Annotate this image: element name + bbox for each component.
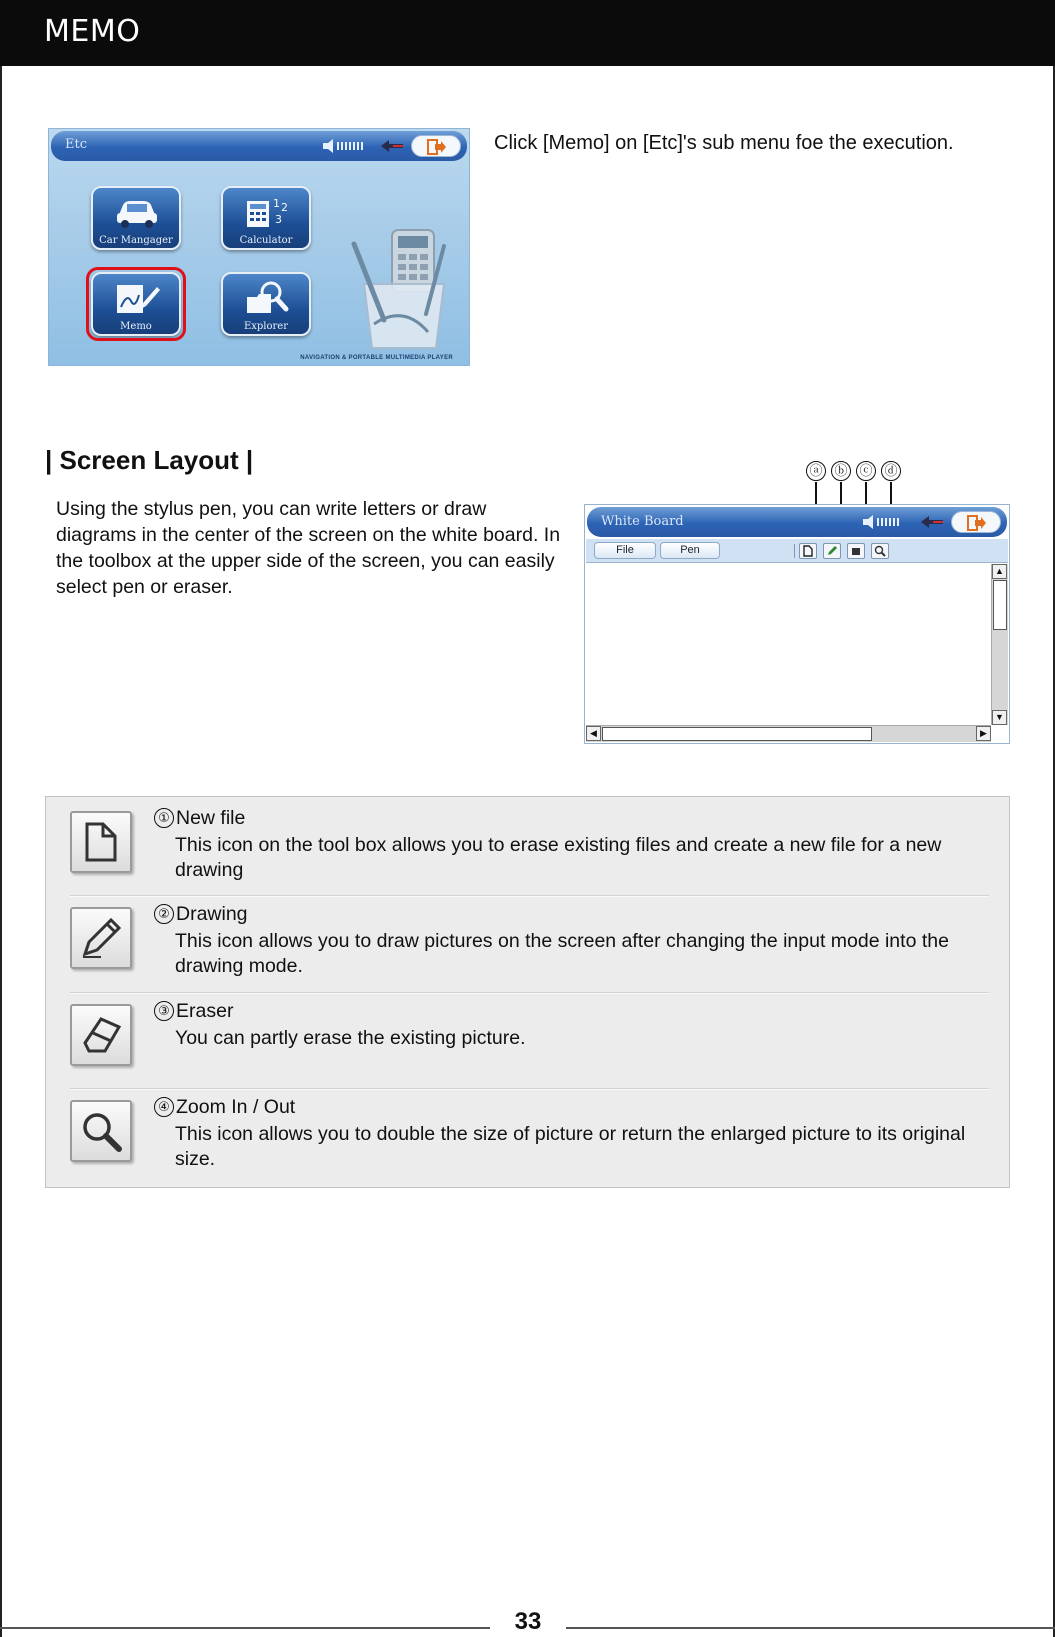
magnifier-icon xyxy=(874,545,886,557)
feature-divider xyxy=(70,895,989,897)
back-arrow-icon[interactable] xyxy=(381,140,403,152)
feature-new-file xyxy=(70,807,989,903)
feature-description: You can partly erase the existing picture. xyxy=(175,1027,526,1049)
device-footer-text: NAVIGATION & PORTABLE MULTIMEDIA PLAYER xyxy=(300,355,453,361)
feature-number: ① xyxy=(154,808,174,828)
new-file-icon xyxy=(802,545,814,557)
car-manager-app-button[interactable] xyxy=(91,186,181,250)
feature-description: This icon allows you to double the size of picture or return the enlarged picture to its original size. xyxy=(175,1123,966,1170)
feature-number: ② xyxy=(154,904,174,924)
feature-drawing xyxy=(70,903,989,999)
pencil-icon xyxy=(70,907,132,969)
header-bar xyxy=(0,0,1055,66)
horizontal-scrollbar[interactable] xyxy=(586,725,991,742)
footer-rule-left xyxy=(0,1627,490,1629)
toolbar-separator xyxy=(794,544,795,558)
feature-divider xyxy=(70,1088,989,1090)
feature-zoom xyxy=(70,1096,989,1192)
back-arrow-icon[interactable] xyxy=(921,516,943,528)
volume-icon[interactable] xyxy=(323,139,369,153)
eraser-tool-button[interactable] xyxy=(847,543,865,559)
feature-divider xyxy=(70,992,989,994)
calculator-decoration-icon xyxy=(344,224,454,352)
etc-caption: Click [Memo] on [Etc]'s sub menu foe the execution. xyxy=(494,132,954,154)
exit-button[interactable] xyxy=(951,511,1001,533)
feature-title-text: New file xyxy=(176,807,246,829)
feature-title xyxy=(154,1096,295,1119)
white-board-title: White Board xyxy=(601,514,684,529)
explorer-icon xyxy=(243,279,291,317)
etc-menu-screenshot xyxy=(48,128,470,366)
svg-text:3: 3 xyxy=(275,213,282,226)
scroll-left-icon[interactable]: ◀ xyxy=(586,726,601,741)
feature-title-text: Zoom In / Out xyxy=(176,1096,296,1118)
etc-title: Etc xyxy=(65,137,87,152)
calculator-icon xyxy=(243,193,291,231)
exit-icon xyxy=(427,139,447,155)
feature-list-panel xyxy=(45,796,1010,1188)
callout-marker-b: ⓑ xyxy=(831,461,851,481)
file-menu-button[interactable]: File xyxy=(594,542,656,559)
vertical-scroll-thumb[interactable] xyxy=(993,580,1007,630)
feature-description: This icon allows you to draw pictures on the screen after changing the input mode into the drawing mode. xyxy=(175,930,949,977)
svg-text:2: 2 xyxy=(281,201,288,214)
page-number: 33 xyxy=(514,1608,542,1635)
new-file-icon xyxy=(70,811,132,873)
app-label: Memo xyxy=(120,321,152,332)
vertical-scrollbar[interactable] xyxy=(991,564,1008,725)
callout-marker-c: ⓒ xyxy=(856,461,876,481)
feature-number: ③ xyxy=(154,1001,174,1021)
white-board-screenshot xyxy=(584,504,1010,744)
pencil-tool-button[interactable] xyxy=(823,543,841,559)
callout-marker-d: ⓓ xyxy=(881,461,901,481)
feature-title xyxy=(154,903,248,926)
app-label: Calculator xyxy=(239,235,293,246)
callout-marker-a: ⓐ xyxy=(806,461,826,481)
feature-title xyxy=(154,1000,233,1023)
exit-icon xyxy=(967,515,987,531)
pencil-icon xyxy=(826,545,838,557)
zoom-tool-button[interactable] xyxy=(871,543,889,559)
exit-button[interactable] xyxy=(411,135,461,157)
feature-title-text: Eraser xyxy=(176,1000,234,1022)
svg-text:1: 1 xyxy=(273,197,280,210)
page-title: MEMO xyxy=(44,14,141,49)
volume-icon[interactable] xyxy=(863,515,909,529)
drawing-canvas[interactable] xyxy=(586,564,991,725)
app-label: Car Mangager xyxy=(99,235,173,246)
pen-menu-button[interactable]: Pen xyxy=(660,542,720,559)
feature-title-text: Drawing xyxy=(176,903,248,925)
feature-title xyxy=(154,807,245,830)
magnifier-icon xyxy=(70,1100,132,1162)
memo-selection-highlight xyxy=(86,267,186,341)
eraser-icon xyxy=(850,545,862,557)
new-file-tool-button[interactable] xyxy=(799,543,817,559)
section-paragraph: Using the stylus pen, you can write letters or draw diagrams in the center of the screen on the white board. In the toolbox at the upper side of the screen, you can easily select pen or eraser. xyxy=(56,498,561,598)
app-label: Explorer xyxy=(243,321,289,332)
car-icon xyxy=(113,193,161,231)
scroll-right-icon[interactable]: ▶ xyxy=(976,726,991,741)
feature-number: ④ xyxy=(154,1097,174,1117)
feature-description: This icon on the tool box allows you to erase existing files and create a new file for a new drawing xyxy=(175,834,942,881)
scroll-down-icon[interactable]: ▼ xyxy=(992,710,1007,725)
section-heading: | Screen Layout | xyxy=(45,445,254,475)
explorer-app-button[interactable] xyxy=(221,272,311,336)
feature-eraser xyxy=(70,1000,989,1096)
white-board-titlebar xyxy=(587,507,1007,537)
etc-titlebar xyxy=(51,131,467,161)
calculator-app-button[interactable] xyxy=(221,186,311,250)
eraser-icon xyxy=(70,1004,132,1066)
white-board-toolbar xyxy=(586,539,1008,563)
scroll-up-icon[interactable]: ▲ xyxy=(992,564,1007,579)
footer-rule-right xyxy=(566,1627,1055,1629)
horizontal-scroll-thumb[interactable] xyxy=(602,727,872,741)
